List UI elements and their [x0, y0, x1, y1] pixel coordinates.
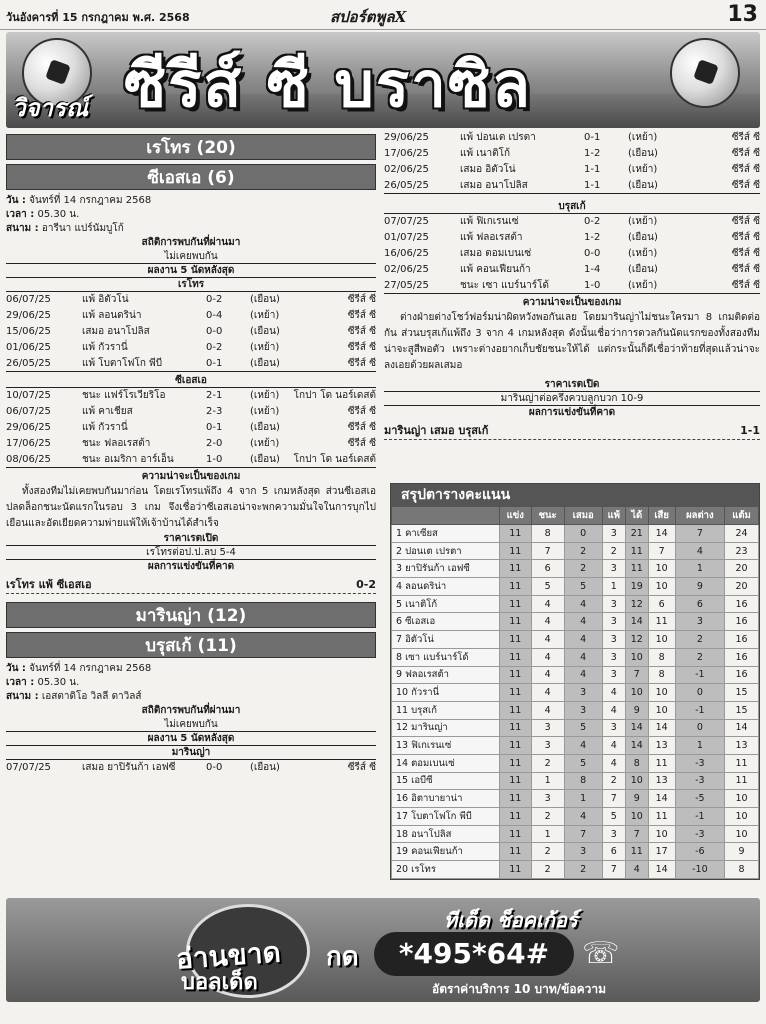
team-name-cell: 8 เซา แบร์นาร์โด้ [392, 648, 500, 666]
ad-headline-1: อ่านขาด [174, 935, 282, 976]
stat-cell: 4 [531, 631, 564, 649]
away-team-label: บรุสเก้ [384, 200, 760, 214]
stat-cell: 5 [564, 754, 602, 772]
stat-cell: 14 [648, 790, 675, 808]
stat-cell: 11 [625, 560, 648, 578]
standings-row [392, 861, 759, 879]
stat-cell: 0 [564, 525, 602, 543]
standings-body [392, 525, 759, 879]
stat-cell: 10 [648, 631, 675, 649]
standings-row [392, 808, 759, 826]
standings-row [392, 754, 759, 772]
prediction-title: ผลการแข่งขันที่คาด [528, 407, 616, 418]
stat-cell: 1 [531, 772, 564, 790]
stat-cell: 3 [531, 737, 564, 755]
stat-cell: 3 [602, 825, 625, 843]
home-team-label: มารินญ่า [6, 746, 376, 760]
match-day: วัน : จันทร์ที่ 14 กรกฎาคม 2568 [6, 195, 152, 206]
standings-title: สรุปตารางคะแนน [391, 484, 759, 506]
home-form-list [6, 292, 376, 372]
stat-cell: 12 [625, 631, 648, 649]
stat-cell: 3 [602, 719, 625, 737]
stat-cell: 24 [725, 525, 759, 543]
stat-cell: 10 [725, 790, 759, 808]
ad-headline-2: บอลเด็ด [181, 970, 258, 995]
stat-cell: 3 [602, 595, 625, 613]
match-time: เวลา : 05.30 น. [6, 209, 80, 220]
match-venue: สนาม : เอสตาดิโอ วิลลี ดาวิลส์ [6, 691, 142, 702]
stat-cell: 10 [648, 701, 675, 719]
stat-cell: 4 [564, 648, 602, 666]
away-form-list [6, 388, 376, 468]
stat-cell: 3 [602, 631, 625, 649]
team-name-cell: 12 มารินญ่า [392, 719, 500, 737]
form-row: 29/06/25 แพ้ ลอนดริน่า 0-4 (เหย้า) ซีรีส์ ซี [6, 310, 376, 321]
stat-cell: 2 [602, 772, 625, 790]
stat-cell: 11 [725, 754, 759, 772]
stat-cell: 3 [564, 684, 602, 702]
stat-cell: 15 [725, 684, 759, 702]
stat-cell: 11 [500, 737, 532, 755]
stat-cell: 4 [531, 648, 564, 666]
stat-cell: 14 [725, 719, 759, 737]
form-row: 26/05/25 เสมอ อนาโปลิส 1-1 (เยือน) ซีรีส์ ซี [384, 178, 760, 194]
stat-cell: 5 [602, 808, 625, 826]
stat-cell: 11 [500, 701, 532, 719]
stat-cell: 4 [531, 701, 564, 719]
stat-cell: 3 [602, 666, 625, 684]
stat-cell: 2 [602, 542, 625, 560]
standings-column-header: เสีย [648, 507, 675, 525]
team-name-cell: 17 โบตาโฟโก พีบี [392, 808, 500, 826]
stat-cell: 16 [725, 666, 759, 684]
stat-cell: 11 [625, 542, 648, 560]
stat-cell: 3 [602, 648, 625, 666]
page-number: 13 [727, 2, 758, 27]
stat-cell: 10 [625, 648, 648, 666]
standings-row [392, 631, 759, 649]
standings-column-header: ชนะ [531, 507, 564, 525]
stat-cell: 20 [725, 578, 759, 596]
odds-title: ราคาเรตเปิด [6, 532, 376, 546]
standings-column-header: แพ้ [602, 507, 625, 525]
stat-cell: 3 [602, 525, 625, 543]
issue-date: วันอังคารที่ 15 กรกฎาคม พ.ศ. 2568 [6, 11, 190, 24]
stat-cell: 11 [500, 542, 532, 560]
left-column [6, 130, 376, 776]
team-name-cell: 11 บรุสเก้ [392, 701, 500, 719]
stat-cell: 4 [564, 613, 602, 631]
match-time: เวลา : 05.30 น. [6, 677, 80, 688]
stat-cell: 1 [675, 560, 724, 578]
team-name-cell: 18 อนาโปลิส [392, 825, 500, 843]
standings-row [392, 525, 759, 543]
analysis-title: ความน่าจะเป็นของเกม [141, 471, 241, 482]
sms-advertisement [6, 898, 760, 1002]
masthead-brand: สปอร์ตพูลX [330, 8, 407, 26]
standings-row [392, 737, 759, 755]
h2h-result: ไม่เคยพบกัน [6, 718, 376, 732]
stat-cell: 11 [500, 578, 532, 596]
standings-column-header: ได้ [625, 507, 648, 525]
stat-cell: 8 [625, 754, 648, 772]
stat-cell: -6 [675, 843, 724, 861]
stat-cell: 11 [500, 808, 532, 826]
form-row: 06/07/25 แพ้ อิตัวโน่ 0-2 (เยือน) ซีรีส์ ซี [6, 294, 376, 305]
stat-cell: 11 [648, 613, 675, 631]
team-name-cell: 16 อิตาบายาน่า [392, 790, 500, 808]
stat-cell: 1 [564, 790, 602, 808]
team-name-cell: 20 เรโทร [392, 861, 500, 879]
stat-cell: 7 [602, 790, 625, 808]
stat-cell: 4 [564, 631, 602, 649]
standings-column-header: ผลต่าง [675, 507, 724, 525]
stat-cell: 15 [725, 701, 759, 719]
standings-row [392, 843, 759, 861]
standings-column-header: แต้ม [725, 507, 759, 525]
stat-cell: 4 [602, 684, 625, 702]
standings-row [392, 542, 759, 560]
stat-cell: 2 [564, 560, 602, 578]
analysis-text: ต่างฝ่ายต่างโชว์ฟอร์มน่าผิดหวังพอกันเลย โดยมารินญ่าไม่ชนะใครมา 8 เกมติดต่อกัน ส่วนบรุสเก้แพ้ถึง 3 จาก 4 เกมหลังสุด ดังนั้นเชื่อว่าการดวลกันนัดแรกของทั้งสองทีมน่าจะสูสีพอตัว เพราะต่างอยากเก็บชัยชนะให้ได้ แต่กระนั้นก็ดีเชื่อว่าท้ายที่สุดแล้วน่าจะลงเอยด้วยผลเสมอ [384, 312, 760, 371]
stat-cell: 6 [602, 843, 625, 861]
stat-cell: 19 [625, 578, 648, 596]
stat-cell: 10 [625, 684, 648, 702]
right-column [384, 130, 760, 440]
h2h-result: ไม่เคยพบกัน [6, 250, 376, 264]
standings-row [392, 684, 759, 702]
stat-cell: 5 [564, 578, 602, 596]
stat-cell: 11 [500, 719, 532, 737]
away-team-bar: ซีเอสเอ (6) [6, 164, 376, 190]
form-row: 17/06/25 ชนะ ฟลอเรสต้า 2-0 (เหย้า) ซีรีส์ ซี [6, 438, 376, 449]
stat-cell: 8 [531, 525, 564, 543]
standings-row [392, 648, 759, 666]
form-row: 07/07/25 แพ้ ฟิเกเรนเซ่ 0-2 (เหย้า) ซีรีส์ ซี [384, 216, 760, 227]
form-row: 08/06/25 ชนะ อเมริกา อาร์เอ็น 1-0 (เยือน) โกปา โด นอร์เดสต้ [6, 452, 376, 468]
stat-cell: 12 [625, 595, 648, 613]
stat-cell: 13 [725, 737, 759, 755]
stat-cell: 14 [625, 613, 648, 631]
form-row: 29/06/25 แพ้ ปอนเต เปรตา 0-1 (เหย้า) ซีรีส์ ซี [384, 132, 760, 143]
match-day: วัน : จันทร์ที่ 14 กรกฎาคม 2568 [6, 663, 152, 674]
analysis-title: ความน่าจะเป็นของเกม [522, 297, 622, 308]
stat-cell: 2 [675, 631, 724, 649]
stat-cell: 1 [675, 737, 724, 755]
standings-grid [391, 506, 759, 879]
stat-cell: 4 [564, 595, 602, 613]
stat-cell: -5 [675, 790, 724, 808]
odds-value: เรโทรต่อป.ป.ลบ 5-4 [6, 546, 376, 560]
football-icon [670, 38, 740, 108]
prediction-text: เรโทร แพ้ ซีเอสเอ [6, 578, 92, 591]
form-row: 01/06/25 แพ้ กัวรานี่ 0-2 (เหย้า) ซีรีส์ ซี [6, 342, 376, 353]
stat-cell: 11 [500, 825, 532, 843]
stat-cell: 11 [500, 613, 532, 631]
banner-title: ซีรีส์ ซี บราซิล [124, 48, 533, 121]
team-name-cell: 3 ยาปิรันก้า เอฟซี [392, 560, 500, 578]
stat-cell: 3 [531, 790, 564, 808]
stat-cell: 3 [675, 613, 724, 631]
team-name-cell: 13 ฟิเกเรนเซ่ [392, 737, 500, 755]
stat-cell: 6 [531, 560, 564, 578]
stat-cell: -3 [675, 772, 724, 790]
home-team-bar: มารินญ่า (12) [6, 602, 376, 628]
team-name-cell: 9 ฟลอเรสต้า [392, 666, 500, 684]
odds-title: ราคาเรตเปิด [384, 378, 760, 392]
stat-cell: 14 [625, 737, 648, 755]
stat-cell: 11 [725, 772, 759, 790]
phone-icon: ☏ [582, 936, 620, 971]
home-team-label: เรโทร [6, 278, 376, 292]
stat-cell: 1 [531, 825, 564, 843]
team-name-cell: 19 คอนเฟียนก้า [392, 843, 500, 861]
stat-cell: 5 [531, 578, 564, 596]
form-row: 29/06/25 แพ้ กัวรานี่ 0-1 (เยือน) ซีรีส์ ซี [6, 422, 376, 433]
prediction-title: ผลการแข่งขันที่คาด [147, 561, 235, 572]
form-title: ผลงาน 5 นัดหลังสุด [6, 264, 376, 278]
stat-cell: 10 [648, 578, 675, 596]
standings-column-header: แข่ง [500, 507, 532, 525]
team-name-cell: 1 คาเซียส [392, 525, 500, 543]
stat-cell: 11 [500, 595, 532, 613]
stat-cell: 2 [531, 843, 564, 861]
standings-row [392, 701, 759, 719]
form-row: 15/06/25 เสมอ อนาโปลิส 0-0 (เยือน) ซีรีส์ ซี [6, 326, 376, 337]
stat-cell: 6 [675, 595, 724, 613]
stat-cell: 0 [675, 684, 724, 702]
team-name-cell: 6 ซีเอสเอ [392, 613, 500, 631]
stat-cell: 16 [725, 648, 759, 666]
stat-cell: 23 [725, 542, 759, 560]
prediction-line [384, 422, 760, 440]
stat-cell: 21 [625, 525, 648, 543]
stat-cell: -3 [675, 825, 724, 843]
standings-row [392, 595, 759, 613]
section-banner [6, 32, 760, 128]
stat-cell: 7 [564, 825, 602, 843]
stat-cell: 14 [625, 719, 648, 737]
stat-cell: 7 [648, 542, 675, 560]
stat-cell: 9 [725, 843, 759, 861]
stat-cell: 2 [675, 648, 724, 666]
stat-cell: 2 [531, 861, 564, 879]
home-team-bar: เรโทร (20) [6, 134, 376, 160]
stat-cell: 14 [648, 525, 675, 543]
stat-cell: 11 [500, 684, 532, 702]
form-row: 10/07/25 ชนะ แฟร์โรเวียริโอ 2-1 (เหย้า) โกปา โด นอร์เดสต้ [6, 390, 376, 401]
stat-cell: 4 [625, 861, 648, 879]
stat-cell: 1 [602, 578, 625, 596]
ad-rate: อัตราค่าบริการ 10 บาท/ข้อความ [432, 982, 606, 996]
stat-cell: 10 [725, 825, 759, 843]
standings-column-header: เสมอ [564, 507, 602, 525]
stat-cell: 3 [602, 613, 625, 631]
ad-brand: ทีเด็ด ช็อคเก้อร์ [444, 908, 578, 932]
stat-cell: 6 [648, 595, 675, 613]
stat-cell: 7 [531, 542, 564, 560]
stat-cell: 3 [531, 719, 564, 737]
match-venue: สนาม : อารีนา แปร์นัมบูโก้ [6, 223, 124, 234]
stat-cell: 11 [500, 861, 532, 879]
stat-cell: 11 [625, 843, 648, 861]
stat-cell: 16 [725, 631, 759, 649]
standings-row [392, 578, 759, 596]
stat-cell: 4 [564, 666, 602, 684]
form-title: ผลงาน 5 นัดหลังสุด [6, 732, 376, 746]
stat-cell: 16 [725, 595, 759, 613]
stat-cell: 3 [602, 560, 625, 578]
h2h-title: สถิติการพบกันที่ผ่านมา [141, 705, 241, 716]
stat-cell: 4 [531, 613, 564, 631]
stat-cell: 3 [564, 701, 602, 719]
stat-cell: 13 [648, 737, 675, 755]
stat-cell: 9 [675, 578, 724, 596]
stat-cell: 11 [500, 560, 532, 578]
standings-row [392, 772, 759, 790]
team-name-cell: 2 ปอนเต เปรตา [392, 542, 500, 560]
form-row: 26/05/25 แพ้ โบตาโฟโก พีบี 0-1 (เยือน) ซีรีส์ ซี [6, 356, 376, 372]
stat-cell: 7 [675, 525, 724, 543]
standings-header-row [392, 507, 759, 525]
stat-cell: 13 [648, 772, 675, 790]
stat-cell: 2 [531, 808, 564, 826]
stat-cell: 11 [500, 772, 532, 790]
stat-cell: 4 [564, 737, 602, 755]
stat-cell: 7 [625, 666, 648, 684]
standings-row [392, 560, 759, 578]
team-name-cell: 7 อิตัวโน่ [392, 631, 500, 649]
stat-cell: 11 [500, 754, 532, 772]
stat-cell: 11 [500, 790, 532, 808]
ad-ussd-code: *495*64# [374, 932, 574, 976]
stat-cell: 11 [500, 648, 532, 666]
stat-cell: -3 [675, 754, 724, 772]
analysis-text: ทั้งสองทีมไม่เคยพบกันมาก่อน โดยเรโทรแพ้ถึง 4 จาก 5 เกมหลังสุด ส่วนซีเอสเอปลดล็อกชนะนัดแรกในรอบ 3 เกม จึงเชื่อว่าซีเอสเอน่าจะพกความมั่นใจในการบุกไปเยือนและอัดเยียดความพ่ายแพ้ให้เจ้าบ้านได้สำเร็จ [6, 486, 376, 529]
standings-row [392, 790, 759, 808]
team-name-cell: 4 ลอนดริน่า [392, 578, 500, 596]
stat-cell: 11 [500, 666, 532, 684]
stat-cell: 4 [602, 754, 625, 772]
stat-cell: 10 [625, 808, 648, 826]
stat-cell: 0 [675, 719, 724, 737]
form-row: 01/07/25 แพ้ ฟลอเรสต้า 1-2 (เยือน) ซีรีส์ ซี [384, 232, 760, 243]
standings-row [392, 613, 759, 631]
ad-dial-label: กด [326, 942, 359, 972]
away-team-label: ซีเอสเอ [6, 374, 376, 388]
stat-cell: 17 [648, 843, 675, 861]
stat-cell: 4 [675, 542, 724, 560]
stat-cell: 4 [564, 808, 602, 826]
stat-cell: 5 [564, 719, 602, 737]
prediction-score: 1-1 [740, 424, 760, 437]
stat-cell: 8 [725, 861, 759, 879]
stat-cell: -10 [675, 861, 724, 879]
team-name-cell: 5 เนาติโก้ [392, 595, 500, 613]
stat-cell: 11 [500, 631, 532, 649]
stat-cell: 4 [531, 666, 564, 684]
stat-cell: 4 [531, 684, 564, 702]
standings-row [392, 666, 759, 684]
stat-cell: 10 [648, 560, 675, 578]
stat-cell: 10 [625, 772, 648, 790]
stat-cell: 4 [602, 701, 625, 719]
stat-cell: 2 [564, 542, 602, 560]
stat-cell: 14 [648, 719, 675, 737]
stat-cell: 8 [648, 648, 675, 666]
standings-table [390, 483, 760, 880]
team-name-cell: 14 ตอมเบนเซ่ [392, 754, 500, 772]
stat-cell: 3 [564, 843, 602, 861]
standings-row [392, 719, 759, 737]
h2h-title: สถิติการพบกันที่ผ่านมา [141, 237, 241, 248]
stat-cell: 14 [648, 861, 675, 879]
team-name-cell: 10 กัวรานี่ [392, 684, 500, 702]
stat-cell: 10 [648, 825, 675, 843]
stat-cell: 10 [648, 684, 675, 702]
stat-cell: 9 [625, 790, 648, 808]
stat-cell: 4 [602, 737, 625, 755]
stat-cell: 8 [648, 666, 675, 684]
stat-cell: 11 [648, 754, 675, 772]
form-row: 06/07/25 แพ้ คาเชียส 2-3 (เหย้า) ซีรีส์ ซี [6, 406, 376, 417]
form-row: 07/07/25 เสมอ ยาปิรันก้า เอฟซี 0-0 (เยือน) ซีรีส์ ซี [6, 762, 376, 773]
page-header [0, 0, 766, 30]
stat-cell: -1 [675, 701, 724, 719]
stat-cell: 11 [648, 808, 675, 826]
stat-cell: 20 [725, 560, 759, 578]
stat-cell: 11 [500, 525, 532, 543]
stat-cell: -1 [675, 808, 724, 826]
prediction-score: 0-2 [356, 578, 376, 591]
away-team-bar: บรุสเก้ (11) [6, 632, 376, 658]
banner-kicker: วิจารณ์ [12, 94, 89, 122]
prediction-text: มารินญ่า เสมอ บรุสเก้ [384, 424, 489, 437]
stat-cell: 11 [500, 843, 532, 861]
standings-row [392, 825, 759, 843]
stat-cell: 7 [625, 825, 648, 843]
odds-value: มารินญ่าต่อครึ่งควบลูกบวก 10-9 [384, 392, 760, 406]
stat-cell: 2 [531, 754, 564, 772]
form-row: 16/06/25 เสมอ ตอมเบนเซ่ 0-0 (เหย้า) ซีรีส์ ซี [384, 248, 760, 259]
prediction-line [6, 576, 376, 594]
stat-cell: 2 [564, 861, 602, 879]
stat-cell: 4 [531, 595, 564, 613]
form-row: 02/06/25 แพ้ คอนเฟียนก้า 1-4 (เยือน) ซีรีส์ ซี [384, 264, 760, 275]
standings-column-header [392, 507, 500, 525]
stat-cell: 7 [602, 861, 625, 879]
stat-cell: 8 [564, 772, 602, 790]
form-row: 17/06/25 แพ้ เนาติโก้ 1-2 (เยือน) ซีรีส์ ซี [384, 148, 760, 159]
form-row: 02/06/25 เสมอ อิตัวโน่ 1-1 (เหย้า) ซีรีส์ ซี [384, 164, 760, 175]
form-row: 27/05/25 ชนะ เซา แบร์นาร์โด้ 1-0 (เหย้า) ซีรีส์ ซี [384, 278, 760, 294]
stat-cell: 9 [625, 701, 648, 719]
stat-cell: 10 [725, 808, 759, 826]
stat-cell: -1 [675, 666, 724, 684]
stat-cell: 16 [725, 613, 759, 631]
team-name-cell: 15 เอบีซี [392, 772, 500, 790]
